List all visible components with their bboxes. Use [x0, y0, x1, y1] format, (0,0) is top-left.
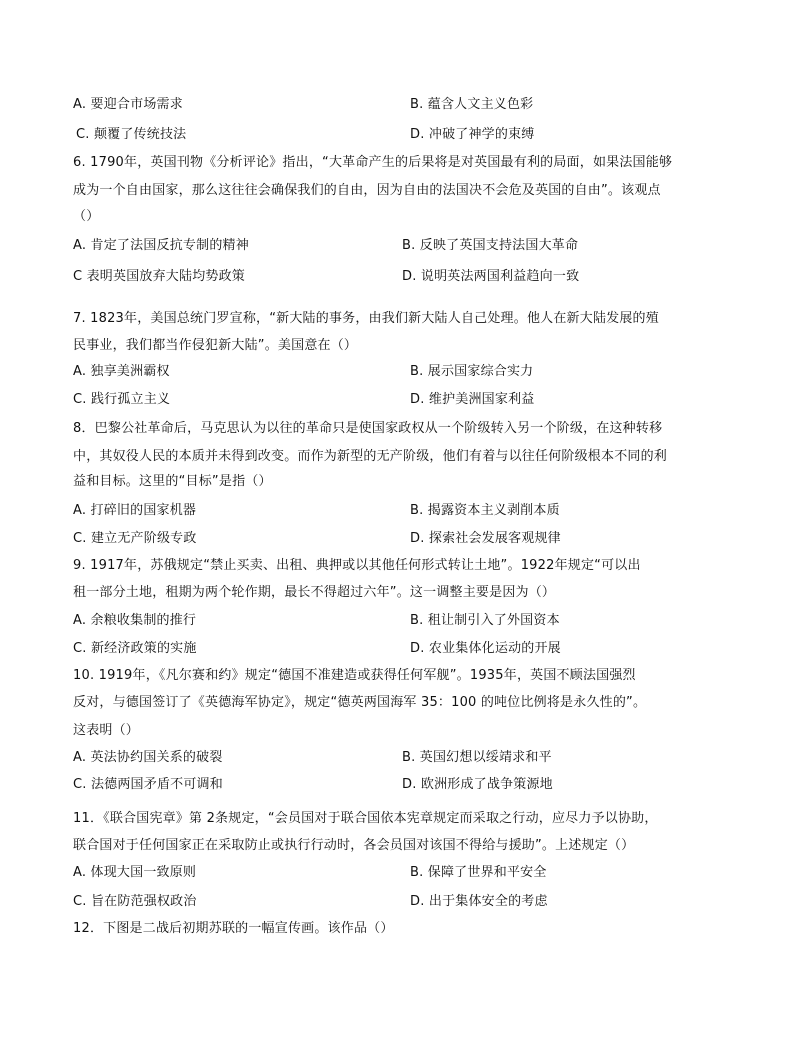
- q10-option-d: D. 欧洲形成了战争策源地: [402, 777, 553, 792]
- q6-option-b: B. 反映了英国支持法国大革命: [402, 238, 579, 253]
- q8-stem-line-2: 中，其奴役人民的本质并未得到改变。而作为新型的无产阶级，他们有着与以往任何阶级根本不同的利: [73, 449, 668, 464]
- q6-stem-line-2: 成为一个自由国家，那么这往往会确保我们的自由，因为自由的法国决不会危及英国的自由”。该观点: [73, 183, 661, 198]
- q9-stem-line-1: 9. 1917年，苏俄规定“禁止买卖、出租、典押或以其他任何形式转让土地”。1922年规定“可以出: [73, 558, 641, 573]
- q6-stem-line-1: 6. 1790年，英国刊物《分析评论》指出，“大革命产生的后果将是对英国最有利的局面，如果法国能够: [73, 155, 673, 170]
- q8-stem-line-1: 8．巴黎公社革命后，马克思认为以往的革命只是使国家政权从一个阶级转入另一个阶级，在这种转移: [73, 421, 663, 436]
- q8-option-d: D. 探索社会发展客观规律: [410, 531, 561, 546]
- q5-option-c: C. 颠覆了传统技法: [76, 127, 187, 142]
- q8-option-b: B. 揭露资本主义剥削本质: [410, 503, 560, 518]
- q5-option-a: A. 要迎合市场需求: [73, 97, 183, 112]
- q10-option-c: C. 法德两国矛盾不可调和: [73, 777, 223, 792]
- q8-stem-line-3: 益和目标。这里的“目标”是指（）: [73, 474, 272, 489]
- q10-option-b: B. 英国幻想以绥靖求和平: [402, 750, 552, 765]
- q6-stem-line-3: （）: [73, 209, 100, 224]
- q10-stem-line-3: 这表明（）: [73, 723, 140, 738]
- q7-option-a: A. 独享美洲霸权: [73, 364, 170, 379]
- q8-option-a: A. 打碎旧的国家机器: [73, 503, 197, 518]
- q6-option-a: A. 肯定了法国反抗专制的精神: [73, 238, 249, 253]
- q10-stem-line-2: 反对，与德国签订了《英德海军协定》，规定“德英两国海军 35：100 的吨位比例将是永久性的”。: [73, 695, 647, 710]
- q7-option-b: B. 展示国家综合实力: [410, 364, 534, 379]
- q11-option-b: B. 保障了世界和平安全: [410, 865, 547, 880]
- q10-option-a: A. 英法协约国关系的破裂: [73, 750, 223, 765]
- q7-option-c: C. 践行孤立主义: [73, 392, 171, 407]
- q9-option-d: D. 农业集体化运动的开展: [410, 641, 561, 656]
- q9-stem-line-2: 租一部分土地，租期为两个轮作期，最长不得超过六年”。这一调整主要是因为（）: [73, 585, 556, 600]
- q6-option-d: D. 说明英法两国利益趋向一致: [402, 269, 580, 284]
- q11-option-d: D. 出于集体安全的考虑: [410, 894, 548, 909]
- q9-option-a: A. 余粮收集制的推行: [73, 613, 197, 628]
- q10-stem-line-1: 10. 1919年，《凡尔赛和约》规定“德国不准建造或获得任何军舰”。1935年，英国不顾法国强烈: [73, 668, 636, 683]
- q11-stem-line-2: 联合国对于任何国家正在采取防止或执行行动时，各会员国对该国不得给与援助”。上述规定（）: [73, 838, 635, 853]
- q5-option-b: B. 蕴含人文主义色彩: [410, 97, 534, 112]
- q9-option-c: C. 新经济政策的实施: [73, 641, 197, 656]
- q12-stem-line-1: 12．下图是二战后初期苏联的一幅宣传画。该作品（）: [73, 921, 394, 936]
- q11-stem-line-1: 11．《联合国宪章》第 2条规定，“会员国对于联合国依本宪章规定而采取之行动，应尽力予以协助，: [73, 811, 658, 826]
- q6-option-c: C 表明英国放弃大陆均势政策: [73, 269, 246, 284]
- q7-stem-line-2: 民事业，我们都当作侵犯新大陆”。美国意在（）: [73, 338, 358, 353]
- q5-option-d: D. 冲破了神学的束缚: [410, 127, 535, 142]
- q7-option-d: D. 维护美洲国家利益: [410, 392, 535, 407]
- q11-option-a: A. 体现大国一致原则: [73, 865, 197, 880]
- q9-option-b: B. 租让制引入了外国资本: [410, 613, 560, 628]
- q11-option-c: C. 旨在防范强权政治: [73, 894, 197, 909]
- q7-stem-line-1: 7. 1823年，美国总统门罗宣称，“新大陆的事务，由我们新大陆人自己处理。他人在新大陆发展的殖: [73, 311, 659, 326]
- q8-option-c: C. 建立无产阶级专政: [73, 531, 197, 546]
